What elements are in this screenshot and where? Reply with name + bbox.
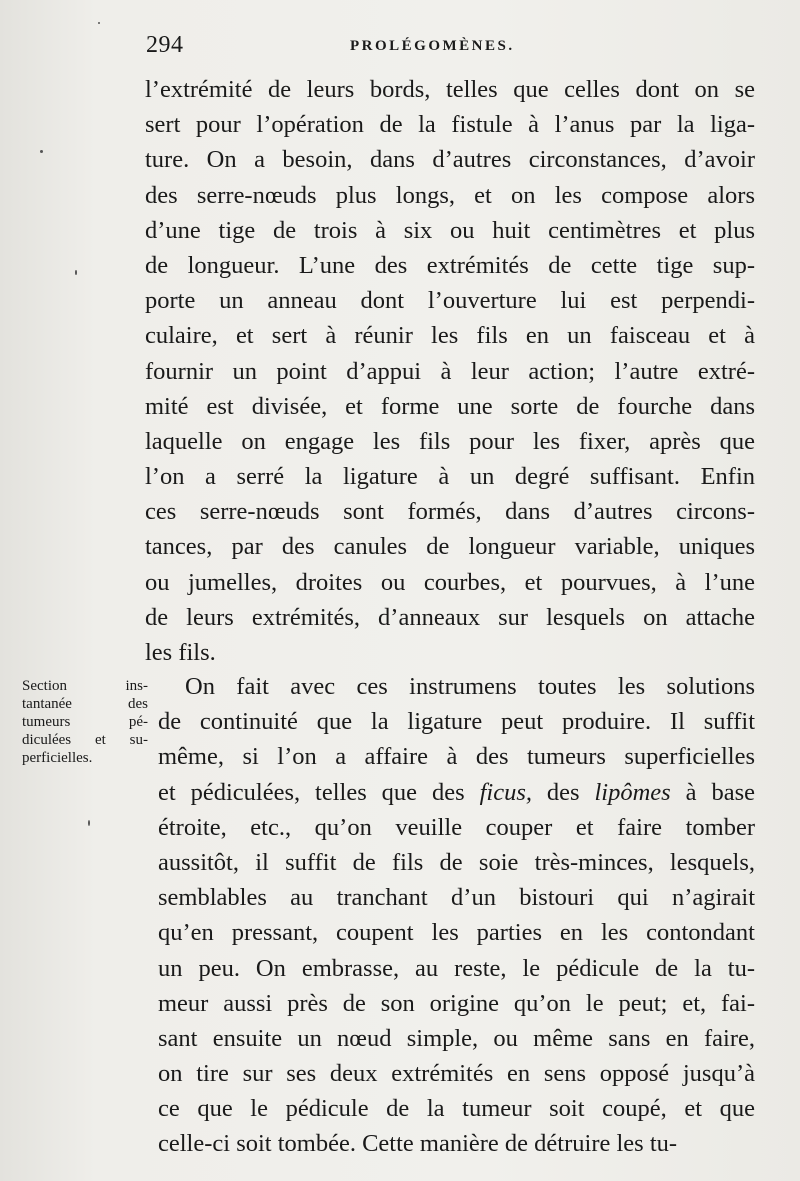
text-line: des serre-nœuds plus longs, et on les compose alors [145, 181, 755, 209]
text-line: même, si l’on a affaire à des tumeurs superficielles [158, 743, 755, 771]
text-line: d’une tige de trois à six ou huit centimètres et plus [145, 216, 755, 244]
margin-note-line: tumeurs pé- [22, 714, 148, 730]
text-line: tances, par des canules de longueur variable, uniques [145, 533, 755, 561]
page-number: 294 [146, 32, 184, 58]
text-line: l’extrémité de leurs bords, telles que celles dont on se [145, 76, 755, 103]
text-line: ces serre-nœuds sont formés, dans d’autres circons- [145, 498, 755, 526]
margin-note [22, 677, 148, 767]
paper-speck [40, 150, 43, 153]
text-segment: et pédiculées, telles que des [158, 778, 480, 806]
text-line: celle-ci soit tombée. Cette manière de détruire les tu- [158, 1130, 678, 1158]
text-line: aussitôt, il suffit de fils de soie très-minces, lesquels, [158, 848, 755, 876]
paper-speck [98, 22, 100, 24]
text-line: ture. On a besoin, dans d’autres circonstances, d’avoir [145, 146, 755, 174]
text-line: qu’en pressant, coupent les parties en les contondant [158, 919, 755, 947]
italic-term-lipomes: lipômes [594, 778, 671, 806]
paper-speck [88, 820, 90, 826]
text-line: ou jumelles, droites ou courbes, et pourvues, à l’une [145, 568, 755, 596]
paper-speck [75, 270, 77, 275]
text-line: les fils. [145, 639, 216, 666]
paragraph-2 [158, 669, 755, 1162]
text-line: étroite, etc., qu’on veuille couper et faire tomber [158, 813, 755, 841]
margin-note-line: tantanée des [22, 696, 148, 712]
text-line: mité est divisée, et forme une sorte de fourche dans [145, 392, 755, 420]
text-line: fournir un point d’appui à leur action; l’autre extré- [145, 357, 755, 385]
running-title: PROLÉGOMÈNES. [350, 38, 515, 54]
italic-term-ficus: ficus, [479, 778, 532, 806]
text-line: l’on a serré la ligature à un degré suffisant. Enfin [145, 463, 755, 491]
text-line [158, 775, 755, 810]
text-line: on tire sur ses deux extrémités en sens opposé jusqu’à [158, 1060, 755, 1088]
margin-note-line: Section ins- [22, 678, 148, 694]
paragraph-1 [145, 72, 755, 670]
text-line: culaire, et sert à réunir les fils en un faisceau et à [145, 322, 755, 350]
text-line: sert pour l’opération de la fistule à l’anus par la liga- [145, 111, 755, 139]
text-line: meur aussi près de son origine qu’on le peut; et, fai- [158, 989, 755, 1017]
margin-note-line: diculées et su- [22, 732, 148, 748]
text-line: de longueur. L’une des extrémités de cette tige sup- [145, 251, 755, 279]
text-line: laquelle on engage les fils pour les fixer, après que [145, 427, 755, 455]
text-line: de continuité que la ligature peut produire. Il suffit [158, 708, 755, 736]
text-line: sant ensuite un nœud simple, ou même sans en faire, [158, 1024, 755, 1052]
text-segment: des [531, 778, 595, 806]
text-line: porte un anneau dont l’ouverture lui est perpendi- [145, 287, 755, 315]
text-line: semblables au tranchant d’un bistouri qui n’agirait [158, 884, 755, 912]
text-line: un peu. On embrasse, au reste, le pédicule de la tu- [158, 954, 755, 982]
text-line: On fait avec ces instrumens toutes les solutions [185, 673, 755, 700]
margin-note-line: perficielles. [22, 750, 93, 766]
text-segment: à base [670, 778, 755, 806]
text-line: de leurs extrémités, d’anneaux sur lesquels on attache [145, 603, 755, 631]
text-line: ce que le pédicule de la tumeur soit coupé, et que [158, 1095, 755, 1123]
